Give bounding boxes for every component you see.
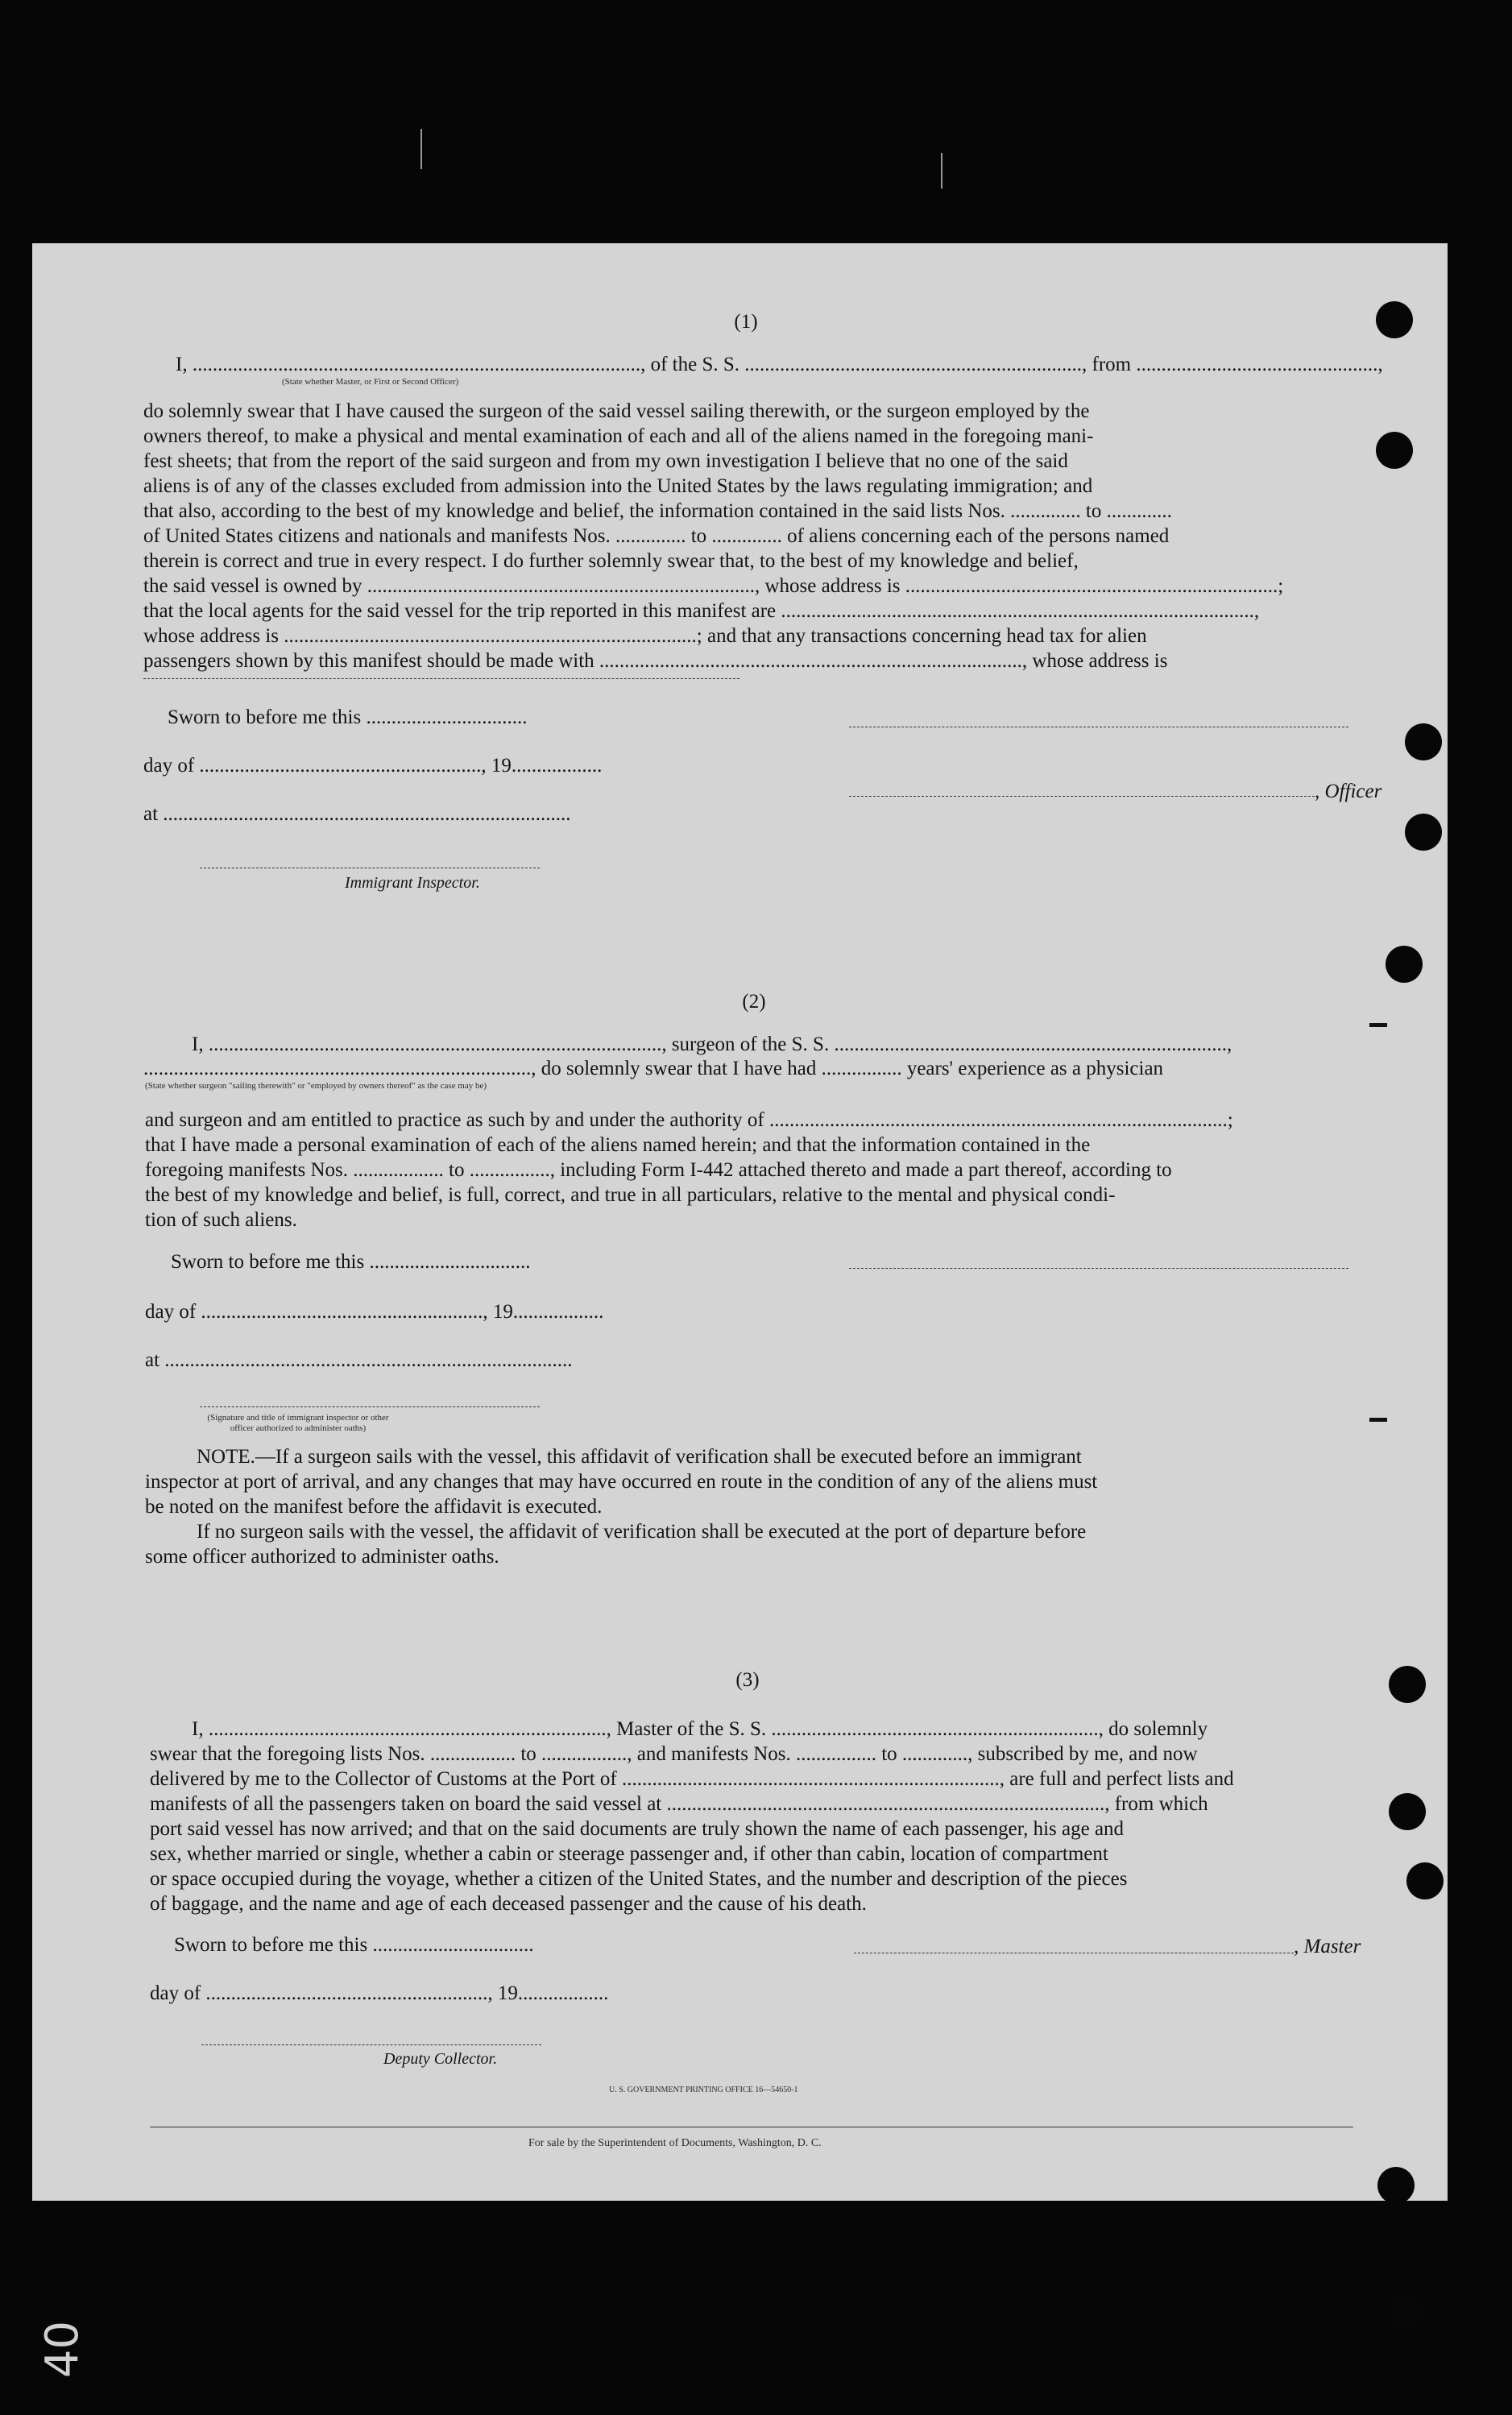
punch-hole	[1405, 723, 1442, 760]
section3-sworn: Sworn to before me this ................................	[174, 1934, 534, 1956]
section1-at: at .................................................................................	[143, 803, 571, 825]
punch-hole	[1387, 2296, 1424, 2333]
section1-sworn: Sworn to before me this ................................	[168, 706, 528, 728]
section2-note-0: NOTE.—If a surgeon sails with the vessel, this affidavit of verification shall be executed before an immigrant	[197, 1446, 1082, 1468]
section2-caption: (State whether surgeon "sailing therewith" or "employed by owners thereof" as the case may be)	[145, 1081, 487, 1091]
punch-hole	[1376, 432, 1413, 469]
section3-para-5: sex, whether married or single, whether a cabin or steerage passenger and, if other than cabin, location of compartment	[150, 1843, 1108, 1865]
section1-officer-line	[849, 796, 1315, 797]
section2-note-4: some officer authorized to administer oaths.	[145, 1546, 499, 1568]
punch-hole	[1389, 1793, 1426, 1830]
section2-heading: (2)	[742, 991, 766, 1013]
manifest-page	[32, 243, 1448, 2201]
section2-line1: I, .........................................................................................., surgeon of the S. S. ..............................................................................,	[192, 1034, 1232, 1055]
section1-para-1: owners thereof, to make a physical and mental examination of each and all of the aliens named in the foregoing mani-	[143, 425, 1094, 447]
section2-line2: ............................................................................., do solemnly swear that I have had ................ years' experience as a physician	[143, 1058, 1164, 1079]
section3-collector-label: Deputy Collector.	[383, 2050, 498, 2068]
section3-para-0: I, ..............................................................................., Master of the S. S. ................................................................., do solemnly	[192, 1718, 1208, 1740]
punch-hole	[1377, 2167, 1415, 2204]
bleed-through	[596, 839, 607, 860]
section1-para-6: therein is correct and true in every respect. I do further solemnly swear that, to the best of my knowledge and belief,	[143, 550, 1079, 572]
printing-office-imprint: U. S. GOVERNMENT PRINTING OFFICE 16—54650-1	[609, 2086, 798, 2094]
section2-note-2: be noted on the manifest before the affidavit is executed.	[145, 1496, 603, 1518]
section2-para-4: tion of such aliens.	[145, 1209, 297, 1231]
section1-para-4: that also, according to the best of my knowledge and belief, the information contained in the said lists Nos. .............. to .............	[143, 500, 1172, 522]
section2-signature-caption: (Signature and title of immigrant inspector or other officer authorized to administer oaths)	[207, 1413, 389, 1433]
section1-para-7: the said vessel is owned by ............................................................................., whose address is ..........................................................................;	[143, 575, 1284, 597]
section3-para-2: delivered by me to the Collector of Customs at the Port of ..........................................................................., are full and perfect lists and	[150, 1768, 1234, 1790]
punch-mark	[1369, 1418, 1387, 1422]
section1-inspector-label: Immigrant Inspector.	[345, 874, 480, 892]
footer-sale-notice: For sale by the Superintendent of Documents, Washington, D. C.	[528, 2137, 822, 2149]
section3-para-4: port said vessel has now arrived; and that on the said documents are truly shown the name of each passenger, his age and	[150, 1818, 1125, 1840]
section3-heading: (3)	[735, 1669, 760, 1691]
section2-note-3: If no surgeon sails with the vessel, the affidavit of verification shall be executed at the port of departure before	[197, 1521, 1087, 1543]
section3-para-7: of baggage, and the name and age of each deceased passenger and the cause of his death.	[150, 1893, 867, 1915]
section3-para-6: or space occupied during the voyage, whether a citizen of the United States, and the number and description of the pieces	[150, 1868, 1128, 1890]
section2-day: day of ........................................................, 19..................	[145, 1301, 604, 1323]
section1-officer-label: , Officer	[1315, 781, 1382, 802]
handwritten-frame-number: 40	[36, 2320, 89, 2379]
section3-master-label: , Master	[1294, 1936, 1361, 1957]
section1-para-8: that the local agents for the said vessel for the trip reported in this manifest are ..............................................................................................,	[143, 600, 1260, 622]
section2-note-1: inspector at port of arrival, and any changes that may have occurred en route in the condition of any of the aliens must	[145, 1471, 1098, 1493]
section1-para-10: passengers shown by this manifest should be made with ...................................................................................., whose address is	[143, 650, 1168, 672]
section2-para-1: that I have made a personal examination of each of the aliens named herein; and that the information contained in the	[145, 1134, 1091, 1156]
section2-sworn: Sworn to before me this ................................	[171, 1251, 531, 1273]
section1-line1: I, ........................................................................................., of the S. S. ..................................................................., from ................................................,	[176, 354, 1383, 375]
scan-artifact-left	[420, 129, 422, 169]
punch-hole	[1376, 301, 1413, 338]
section2-signature-line	[849, 1268, 1348, 1269]
section2-inspector-line	[200, 1406, 540, 1407]
section2-at: at .................................................................................	[145, 1349, 573, 1371]
scan-artifact-right	[941, 153, 942, 188]
section1-para-9: whose address is ..................................................................................; and that any transactions concerning head tax for alien	[143, 625, 1147, 647]
section3-collector-line	[201, 2044, 541, 2045]
section3-day: day of ........................................................, 19..................	[150, 1982, 609, 2004]
section1-caption: (State whether Master, or First or Second Officer)	[282, 377, 459, 387]
punch-mark	[1369, 1023, 1387, 1027]
section1-para-5: of United States citizens and nationals and manifests Nos. .............. to .............. of aliens concerning each of the persons named	[143, 525, 1170, 547]
section3-para-1: swear that the foregoing lists Nos. ................. to ................., and manifests Nos. ................ to ............., subscribed by me, and now	[150, 1743, 1198, 1765]
section1-heading: (1)	[734, 311, 758, 333]
section1-para-0: do solemnly swear that I have caused the surgeon of the said vessel sailing therewith, or the surgeon employed by the	[143, 400, 1090, 422]
punch-hole	[1405, 814, 1442, 851]
punch-hole	[1406, 1862, 1444, 1899]
section2-para-0: and surgeon and am entitled to practice as such by and under the authority of ...........................................................................................;	[145, 1109, 1233, 1131]
section1-day: day of ........................................................, 19..................	[143, 755, 603, 777]
section1-para-3: aliens is of any of the classes excluded from admission into the United States by the laws regulating immigration; and	[143, 475, 1093, 497]
punch-hole	[1386, 946, 1423, 983]
section1-para-2: fest sheets; that from the report of the said surgeon and from my own investigation I believe that no one of the said	[143, 450, 1068, 472]
section2-para-3: the best of my knowledge and belief, is full, correct, and true in all particulars, relative to the mental and physical condi-	[145, 1184, 1116, 1206]
section1-address-rule	[143, 678, 739, 679]
section2-para-2: foregoing manifests Nos. .................. to ................, including Form I-442 attached thereto and made a part thereof, according to	[145, 1159, 1172, 1181]
section3-para-3: manifests of all the passengers taken on board the said vessel at ......................................................................................., from which	[150, 1793, 1208, 1815]
punch-hole	[1389, 1666, 1426, 1703]
